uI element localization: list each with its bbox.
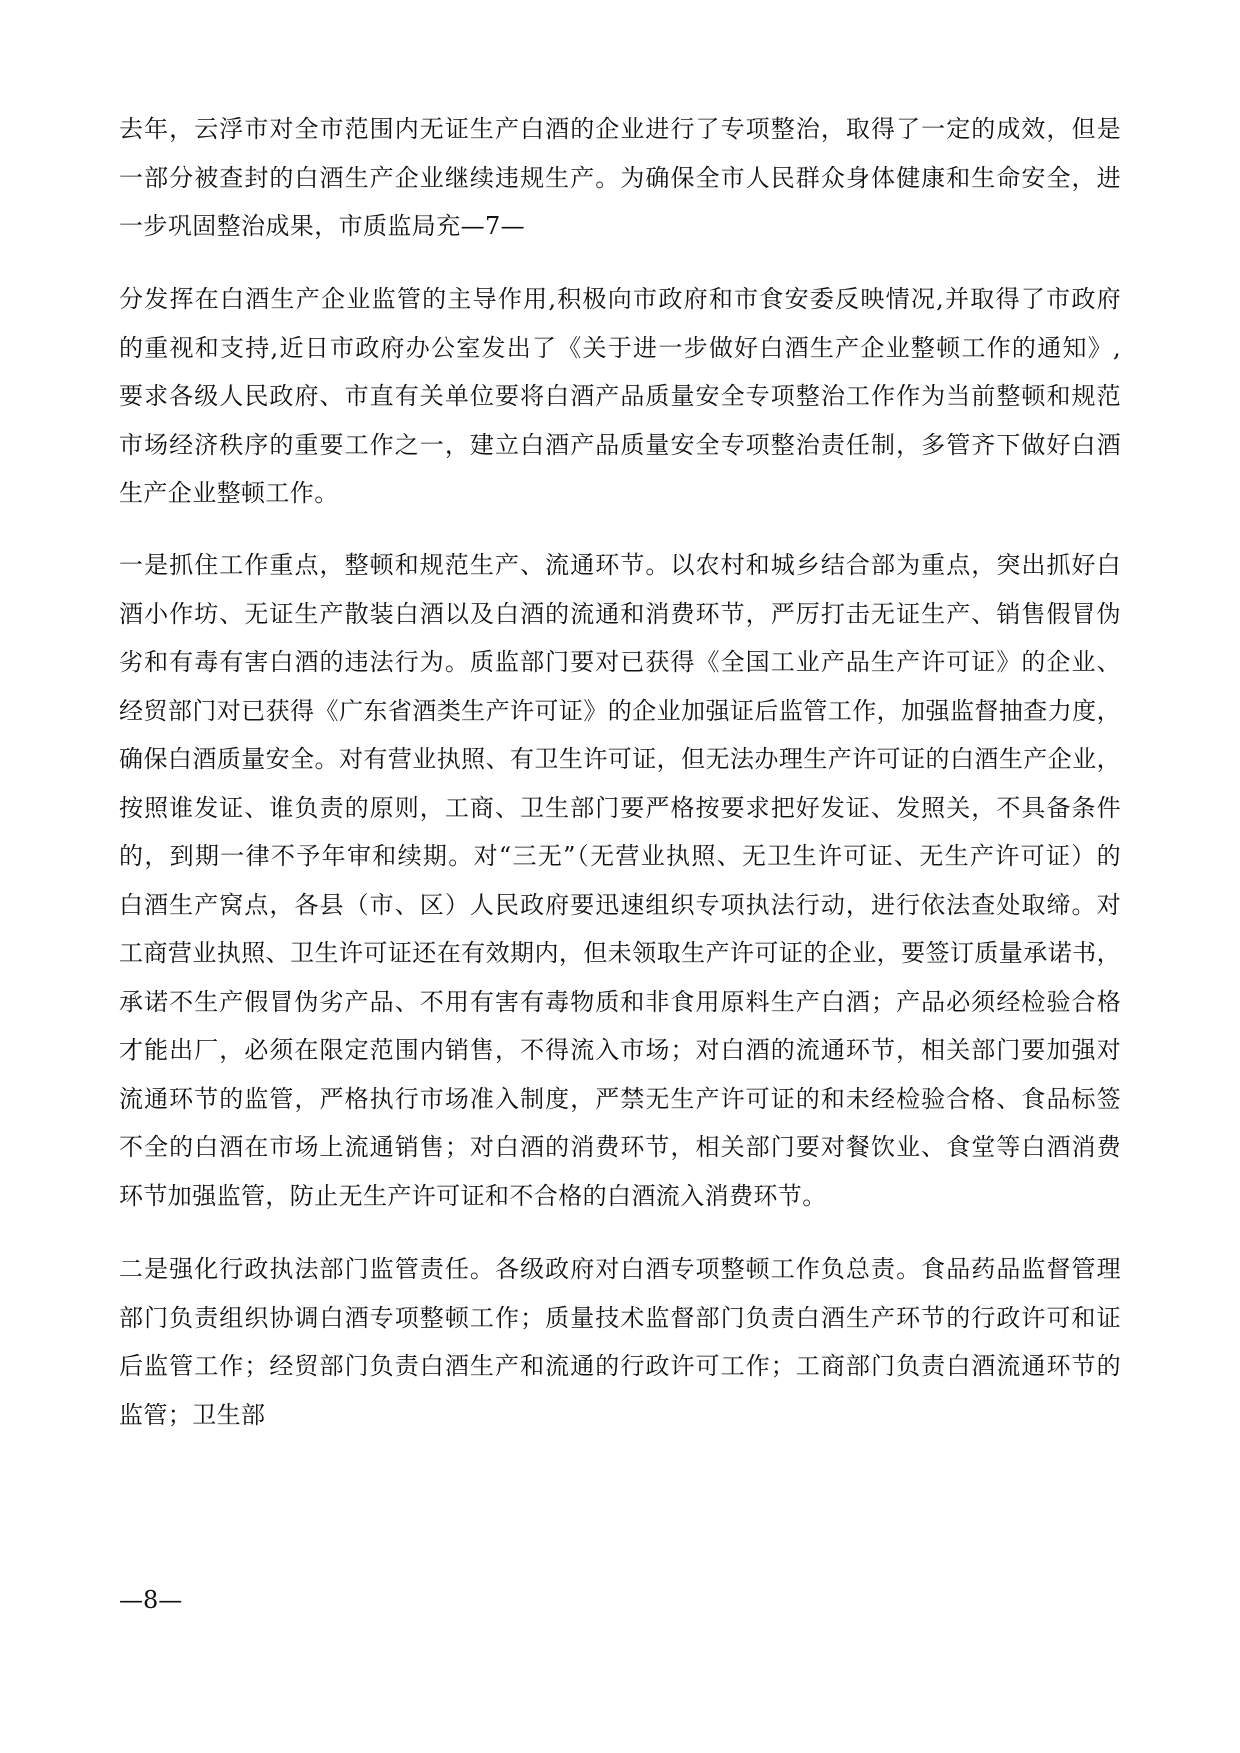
page-number: —8—	[119, 1586, 183, 1614]
text-line: 的重视和支持,近日市政府办公室发出了《关于进一步做好白酒生产企业整顿工作的通知》,	[119, 333, 1121, 362]
text-line: 工商营业执照、卫生许可证还在有效期内，但未领取生产许可证的企业，要签订质量承诺书，	[119, 939, 1121, 967]
text-line: 一是抓住工作重点，整顿和规范生产、流通环节。以农村和城乡结合部为重点，突出抓好白	[119, 551, 1121, 579]
text-line: 市场经济秩序的重要工作之一，建立白酒产品质量安全专项整治责任制，多管齐下做好白酒	[119, 430, 1121, 459]
text-line: 监管；卫生部	[119, 1400, 266, 1429]
text-line: 分发挥在白酒生产企业监管的主导作用,积极向市政府和市食安委反映情况,并取得了市政府	[119, 285, 1121, 313]
text-line: 生产企业整顿工作。	[119, 479, 339, 507]
text-line: 确保白酒质量安全。对有营业执照、有卫生许可证，但无法办理生产许可证的白酒生产企业，	[119, 745, 1121, 773]
paragraph-intro	[119, 105, 1121, 251]
text-line: 才能出厂，必须在限定范围内销售，不得流入市场；对白酒的流通环节，相关部门要加强对	[119, 1036, 1121, 1064]
text-line: 承诺不生产假冒伪劣产品、不用有害有毒物质和非食用原料生产白酒；产品必须经检验合格	[119, 987, 1121, 1016]
text-line: 流通环节的监管，严格执行市场准入制度，严禁无生产许可证的和未经检验合格、食品标签	[119, 1084, 1121, 1113]
text-line: 的，到期一律不予年审和续期。对“三无”（无营业执照、无卫生许可证、无生产许可证）的	[119, 842, 1121, 870]
text-line: 去年，云浮市对全市范围内无证生产白酒的企业进行了专项整治，取得了一定的成效，但是	[119, 115, 1121, 143]
text-line: 环节加强监管，防止无生产许可证和不合格的白酒流入消费环节。	[119, 1181, 827, 1210]
text-line: 劣和有毒有害白酒的违法行为。质监部门要对已获得《全国工业产品生产许可证》的企业、	[119, 648, 1121, 676]
text-line: 白酒生产窝点，各县（市、区）人民政府要迅速组织专项执法行动，进行依法查处取缔。对	[119, 890, 1121, 919]
text-line: 要求各级人民政府、市直有关单位要将白酒产品质量安全专项整治工作作为当前整顿和规范	[119, 382, 1121, 410]
text-line: 二是强化行政执法部门监管责任。各级政府对白酒专项整顿工作负总责。食品药品监督管理	[119, 1255, 1121, 1283]
paragraph-point-two	[119, 1245, 1121, 1439]
text-line: 一部分被查封的白酒生产企业继续违规生产。为确保全市人民群众身体健康和生命安全，进	[119, 163, 1121, 192]
text-line: 按照谁发证、谁负责的原则，工商、卫生部门要严格按要求把好发证、发照关，不具备条件	[119, 793, 1121, 822]
paragraph-point-one	[119, 541, 1121, 1220]
text-line: 一步巩固整治成果，市质监局充—7—	[119, 212, 526, 240]
text-line: 经贸部门对已获得《广东省酒类生产许可证》的企业加强证后监管工作，加强监督抽查力度，	[119, 696, 1121, 725]
text-line: 后监管工作；经贸部门负责白酒生产和流通的行政许可工作；工商部门负责白酒流通环节的	[119, 1352, 1121, 1380]
text-line: 酒小作坊、无证生产散装白酒以及白酒的流通和消费环节，严厉打击无证生产、销售假冒伪	[119, 599, 1121, 628]
paragraph-notice	[119, 275, 1121, 518]
text-line: 不全的白酒在市场上流通销售；对白酒的消费环节，相关部门要对餐饮业、食堂等白酒消费	[119, 1133, 1121, 1161]
text-line: 部门负责组织协调白酒专项整顿工作；质量技术监督部门负责白酒生产环节的行政许可和证	[119, 1303, 1121, 1332]
